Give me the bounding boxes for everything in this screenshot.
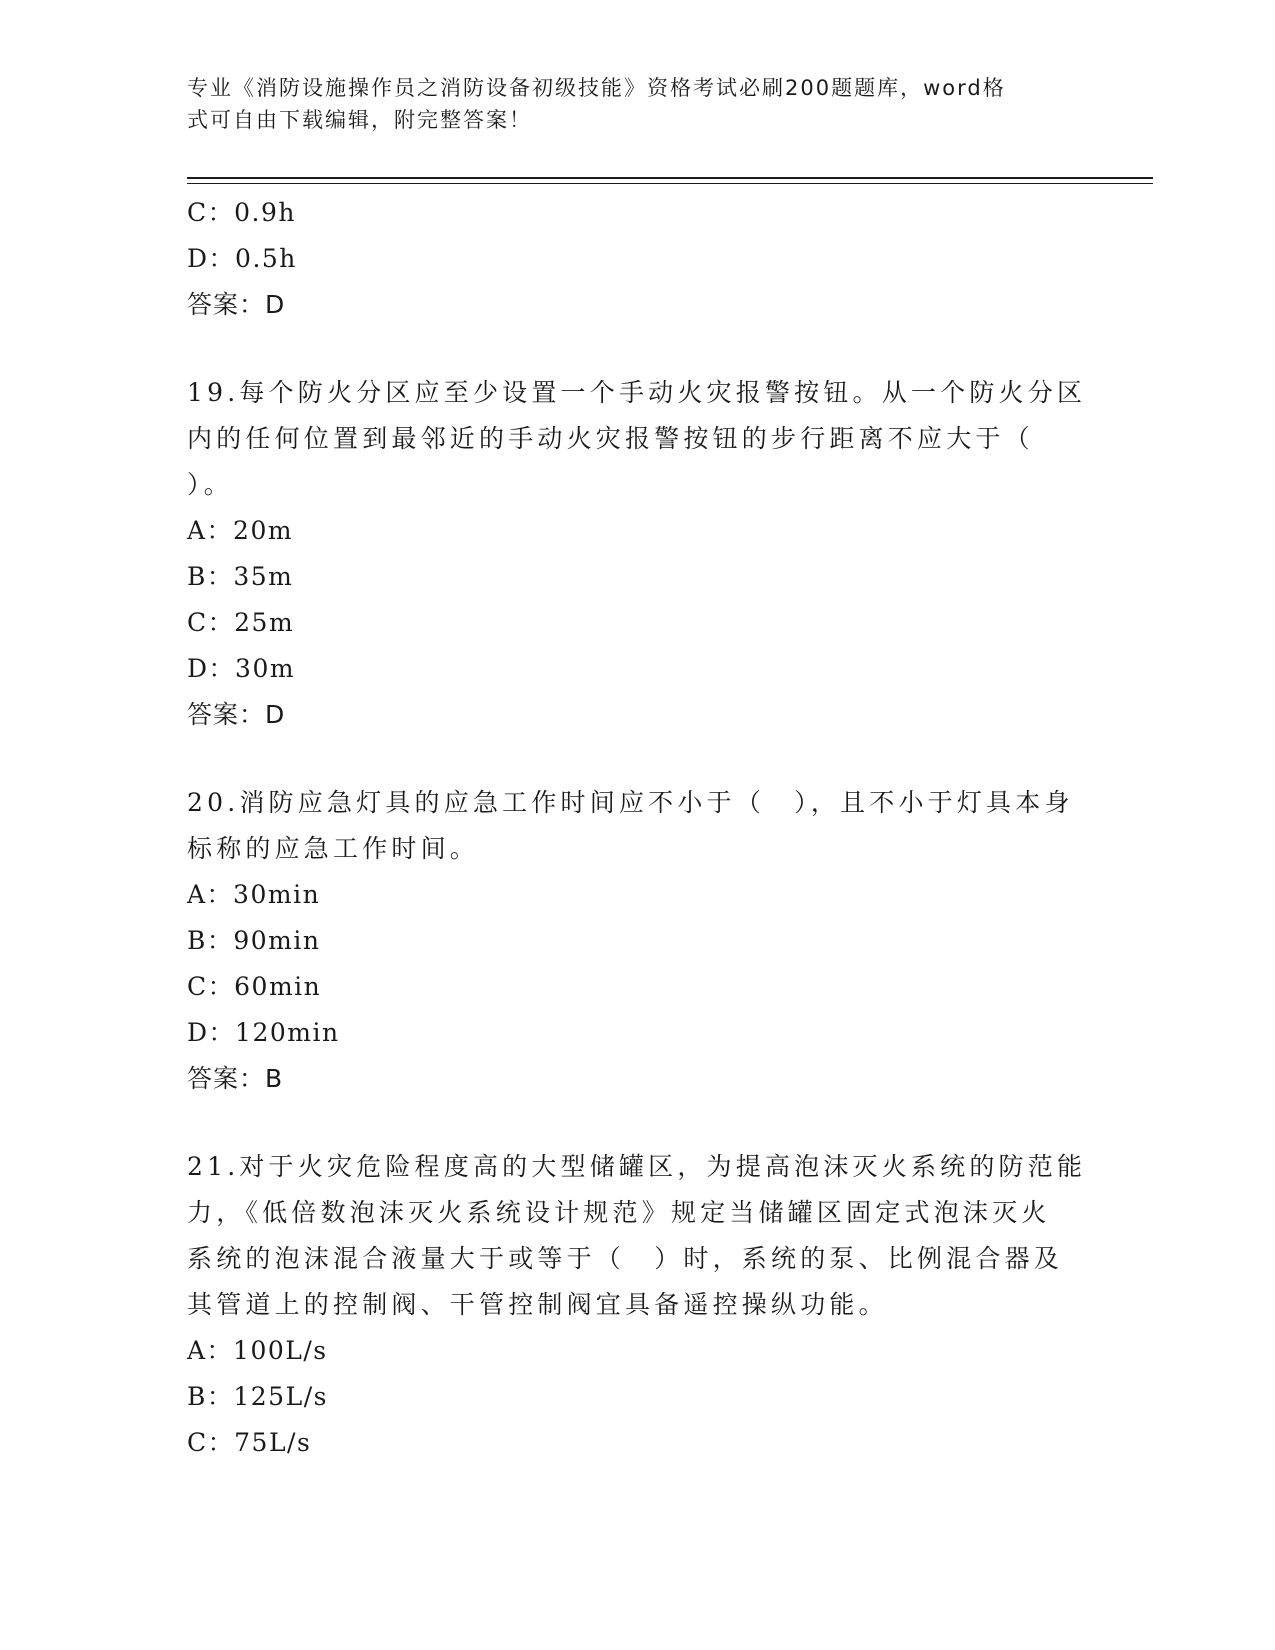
question-text-line: 其管道上的控制阀、干管控制阀宜具备遥控操纵功能。 (187, 1290, 888, 1319)
option-b: B：35m (187, 562, 294, 591)
question-text-line: 19.每个防火分区应至少设置一个手动火灾报警按钮。从一个防火分区 (187, 378, 1087, 407)
option-b: B：90min (187, 926, 321, 955)
question-text-line: 20.消防应急灯具的应急工作时间应不小于（ ），且不小于灯具本身 (187, 788, 1074, 817)
option-b: B：125L/s (187, 1382, 328, 1411)
header-title-line1: 专业《消防设施操作员之消防设备初级技能》资格考试必刷200题题库，word格 (187, 76, 1006, 100)
header-divider-thick (187, 177, 1153, 179)
question-text (187, 780, 1087, 872)
question-text-line: 21.对于火灾危险程度高的大型储罐区，为提高泡沫灭火系统的防范能 (187, 1152, 1087, 1181)
question-text-line: 内的任何位置到最邻近的手动火灾报警按钮的步行距离不应大于（ (187, 424, 1034, 453)
answer-line: 答案：D (187, 290, 286, 319)
question-text-line: 系统的泡沫混合液量大于或等于（ ）时，系统的泵、比例混合器及 (187, 1244, 1064, 1273)
option-c: C：60min (187, 972, 322, 1001)
question-text-line: 力，《低倍数泡沫灭火系统设计规范》规定当储罐区固定式泡沫灭火 (187, 1198, 1051, 1227)
question-21 (187, 1144, 1087, 1466)
answer-line: 答案：B (187, 1064, 284, 1093)
question-text-line: 标称的应急工作时间。 (187, 834, 480, 863)
question-text (187, 370, 1087, 508)
option-a: A：30min (187, 880, 321, 909)
question-19 (187, 370, 1087, 738)
answer-line: 答案：D (187, 700, 286, 729)
option-d: D：120min (187, 1018, 340, 1047)
option-d: D：30m (187, 654, 296, 683)
header-title-line2: 式可自由下载编辑，附完整答案！ (187, 108, 532, 132)
question-list (187, 190, 1087, 1466)
question-text (187, 1144, 1087, 1328)
option-d: D：0.5h (187, 244, 297, 273)
option-c: C：75L/s (187, 1428, 312, 1457)
option-a: A：20m (187, 516, 294, 545)
option-c: C：0.9h (187, 198, 296, 227)
document-header (187, 72, 1067, 136)
question-text-line: ）。 (187, 470, 233, 499)
prev-question (187, 190, 1087, 328)
option-a: A：100L/s (187, 1336, 328, 1365)
header-divider-thin (187, 183, 1153, 184)
question-20 (187, 780, 1087, 1102)
option-c: C：25m (187, 608, 295, 637)
